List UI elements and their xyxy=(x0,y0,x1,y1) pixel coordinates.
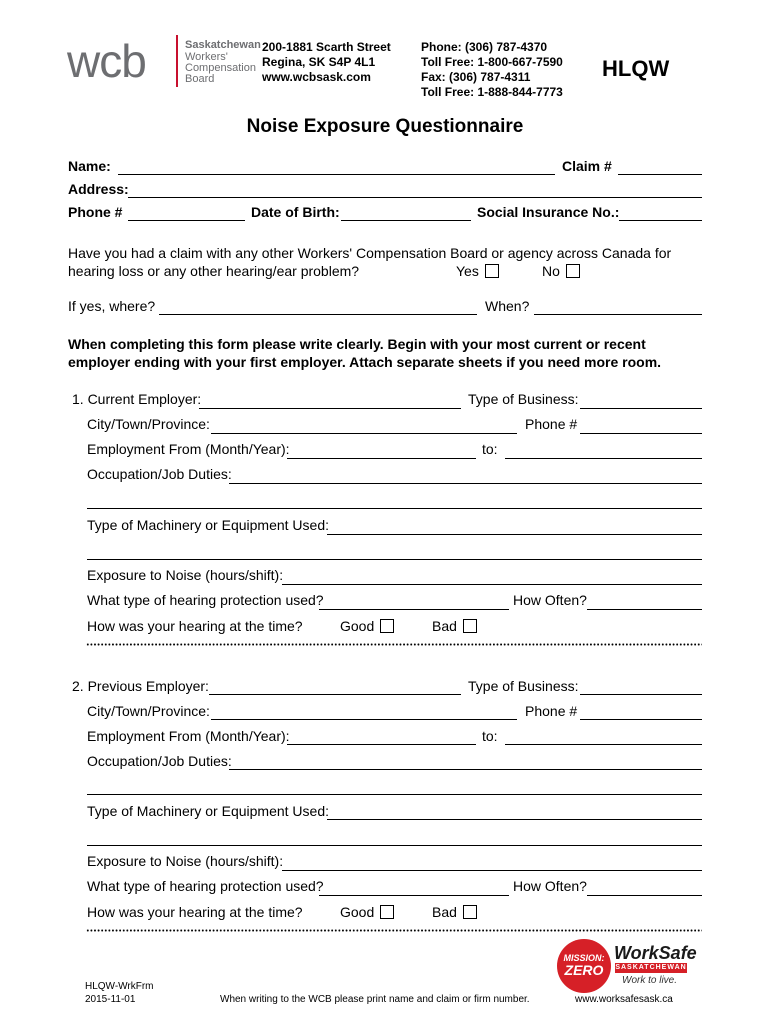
worksafe-wordmark: WorkSafe xyxy=(614,943,697,963)
footer-form-info xyxy=(85,980,154,1006)
fax-number: Fax: (306) 787-4311 xyxy=(421,70,531,84)
good-label: Good xyxy=(340,618,375,634)
from-label: Employment From (Month/Year): xyxy=(87,441,290,457)
occupation-label: Occupation/Job Duties: xyxy=(87,466,232,482)
how-often-label: How Often? xyxy=(513,878,587,894)
when-label: When? xyxy=(485,298,530,314)
wcb-logo-mark: wcb xyxy=(67,35,146,87)
to-label: to: xyxy=(482,728,498,744)
bad-label: Bad xyxy=(432,904,457,920)
name-label: Name: xyxy=(68,158,111,174)
to-label: to: xyxy=(482,441,498,457)
how-often-field[interactable] xyxy=(587,609,702,610)
employer-phone-field[interactable] xyxy=(580,719,702,720)
occupation-field[interactable] xyxy=(229,769,702,770)
business-label: Type of Business: xyxy=(468,678,579,694)
employer-phone-label: Phone # xyxy=(525,416,578,432)
good-label: Good xyxy=(340,904,375,920)
occupation-field-line2[interactable] xyxy=(87,508,702,509)
worksafe-tagline: Work to live. xyxy=(622,975,678,986)
how-often-label: How Often? xyxy=(513,592,587,608)
bad-checkbox[interactable] xyxy=(463,619,477,633)
phone-label: Phone # xyxy=(68,204,123,220)
bad-option xyxy=(432,618,477,634)
toll-free-2: Toll Free: 1-888-844-7773 xyxy=(421,85,563,99)
exposure-label: Exposure to Noise (hours/shift): xyxy=(87,567,284,583)
logo-divider xyxy=(176,35,178,87)
to-field[interactable] xyxy=(505,744,702,745)
yes-checkbox[interactable] xyxy=(485,264,499,278)
footer-note: When writing to the WCB please print name and claim or firm number. xyxy=(220,994,530,1005)
no-label: No xyxy=(542,263,560,279)
mission-zero-badge xyxy=(557,939,611,993)
claim-field[interactable] xyxy=(618,174,702,175)
prior-claim-yes xyxy=(456,263,499,279)
machinery-label: Type of Machinery or Equipment Used: xyxy=(87,803,330,819)
saskatchewan-band: SASKATCHEWAN xyxy=(615,964,687,971)
good-checkbox[interactable] xyxy=(380,619,394,633)
machinery-field[interactable] xyxy=(327,534,702,535)
footer-form-id: HLQW-WrkFrm xyxy=(85,981,154,992)
dob-field[interactable] xyxy=(341,220,471,221)
employer-label: 2. Previous Employer: xyxy=(72,678,209,694)
toll-free-1: Toll Free: 1-800-667-7590 xyxy=(421,55,563,69)
good-option xyxy=(340,904,394,920)
form-code: HLQW xyxy=(602,56,670,81)
bad-label: Bad xyxy=(432,618,457,634)
zero-label: ZERO xyxy=(564,962,604,978)
protection-field[interactable] xyxy=(319,895,509,896)
wcb-contact xyxy=(421,40,563,100)
employer-label: 1. Current Employer: xyxy=(72,391,202,407)
employer-field[interactable] xyxy=(199,408,461,409)
address-street: 200-1881 Scarth Street xyxy=(262,40,391,54)
protection-field[interactable] xyxy=(319,609,509,610)
occupation-field-line2[interactable] xyxy=(87,794,702,795)
instructions-line2: employer ending with your first employer. Attach separate sheets if you need more room. xyxy=(68,354,662,370)
worksafe-url[interactable]: www.worksafesask.ca xyxy=(575,994,673,1005)
protection-label: What type of hearing protection used? xyxy=(87,592,324,608)
occupation-label: Occupation/Job Duties: xyxy=(87,753,232,769)
instructions-line1: When completing this form please write clearly. Begin with your most current or recent xyxy=(68,336,646,352)
from-field[interactable] xyxy=(287,458,476,459)
where-label: If yes, where? xyxy=(68,298,156,314)
hearing-label: How was your hearing at the time? xyxy=(87,904,303,920)
logo-org-line4: Board xyxy=(185,73,215,85)
exposure-field[interactable] xyxy=(282,870,702,871)
wcb-website: www.wcbsask.com xyxy=(262,70,371,84)
exposure-label: Exposure to Noise (hours/shift): xyxy=(87,853,284,869)
mission-label: MISSION: xyxy=(563,953,605,963)
section-divider xyxy=(86,643,702,646)
city-label: City/Town/Province: xyxy=(87,703,210,719)
address-label: Address: xyxy=(68,181,129,197)
from-label: Employment From (Month/Year): xyxy=(87,728,290,744)
hearing-label: How was your hearing at the time? xyxy=(87,618,303,634)
when-field[interactable] xyxy=(534,314,702,315)
business-label: Type of Business: xyxy=(468,391,579,407)
prior-claim-question-line1: Have you had a claim with any other Workers' Compensation Board or agency across Canada for xyxy=(68,245,672,261)
bad-option xyxy=(432,904,477,920)
employer-phone-label: Phone # xyxy=(525,703,578,719)
footer-date: 2015-11-01 xyxy=(85,994,136,1005)
page-title: Noise Exposure Questionnaire xyxy=(246,116,524,137)
where-field[interactable] xyxy=(159,314,477,315)
prior-claim-no xyxy=(542,263,580,279)
logo-org-line1: Saskatchewan xyxy=(185,39,261,51)
no-checkbox[interactable] xyxy=(566,264,580,278)
good-checkbox[interactable] xyxy=(380,905,394,919)
address-city: Regina, SK S4P 4L1 xyxy=(262,55,376,69)
phone-field[interactable] xyxy=(128,220,245,221)
bad-checkbox[interactable] xyxy=(463,905,477,919)
employer-field[interactable] xyxy=(209,694,461,695)
city-field[interactable] xyxy=(211,433,517,434)
occupation-field[interactable] xyxy=(229,483,702,484)
sin-field[interactable] xyxy=(619,220,702,221)
address-field[interactable] xyxy=(128,197,702,198)
business-field[interactable] xyxy=(580,694,702,695)
logo-org-line3: Compensation xyxy=(185,62,256,74)
good-option xyxy=(340,618,394,634)
machinery-field[interactable] xyxy=(327,819,702,820)
wcb-address xyxy=(262,40,391,85)
machinery-label: Type of Machinery or Equipment Used: xyxy=(87,517,330,533)
phone-number: Phone: (306) 787-4370 xyxy=(421,40,548,54)
machinery-field-line2[interactable] xyxy=(87,559,702,560)
sin-label: Social Insurance No.: xyxy=(477,204,620,220)
city-field[interactable] xyxy=(211,719,517,720)
city-label: City/Town/Province: xyxy=(87,416,210,432)
to-field[interactable] xyxy=(505,458,702,459)
exposure-field[interactable] xyxy=(282,584,702,585)
business-field[interactable] xyxy=(580,408,702,409)
machinery-field-line2[interactable] xyxy=(87,845,702,846)
claim-label: Claim # xyxy=(562,158,612,174)
yes-label: Yes xyxy=(456,263,479,279)
how-often-field[interactable] xyxy=(587,895,702,896)
dob-label: Date of Birth: xyxy=(251,204,340,220)
employer-phone-field[interactable] xyxy=(580,433,702,434)
name-field[interactable] xyxy=(118,174,555,175)
protection-label: What type of hearing protection used? xyxy=(87,878,324,894)
section-divider xyxy=(86,929,702,932)
from-field[interactable] xyxy=(287,744,476,745)
logo-org-line2: Workers' xyxy=(185,51,228,63)
prior-claim-question-line2: hearing loss or any other hearing/ear problem? xyxy=(68,263,360,279)
